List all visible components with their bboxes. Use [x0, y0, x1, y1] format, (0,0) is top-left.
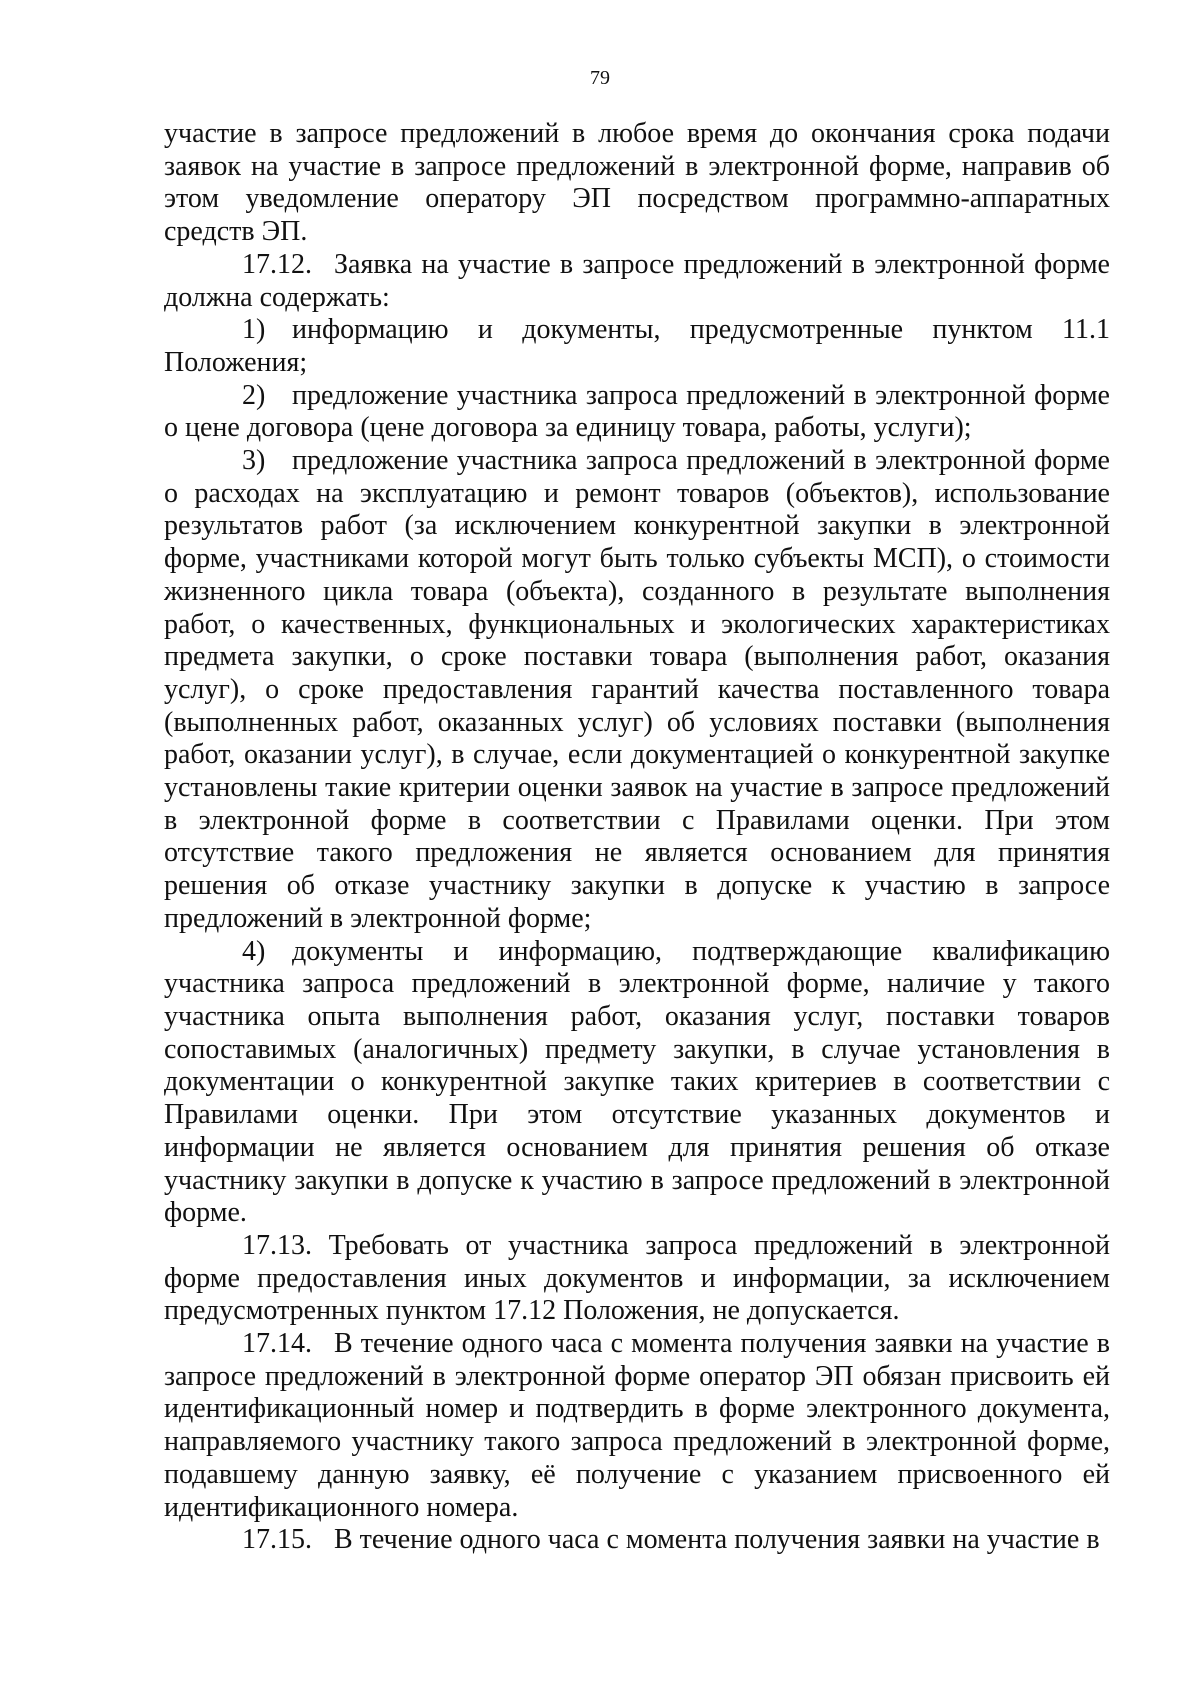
list-item-2	[164, 380, 1110, 445]
item-text: предложение участника запроса предложений в электронной форме о цене договора (цене договора за единицу товара, работы, услуги);	[164, 379, 1110, 444]
item-text: предложение участника запроса предложений в электронной форме о расходах на эксплуатацию и ремонт товаров (объектов), использование результатов работ (за исключением конкурентной закупки в электронной форме, участниками которой могут быть только субъекты МСП), о стоимости жизненного цикла товара (объекта), созданного в результате выполнения работ, о качественных, функциональных и экологических характеристиках предмета закупки, о сроке поставки товара (выполнения работ, оказания услуг), о сроке предоставления гарантий качества поставленного товара (выполненных работ, оказанных услуг) об условиях поставки (выполнения работ, оказании услуг), в случае, если документацией о конкурентной закупке установлены такие критерии оценки заявок на участие в запросе предложений в электронной форме в соответствии с Правилами оценки. При этом отсутствие такого предложения не является основанием для принятия решения об отказе участнику закупки в допуске к участию в запросе предложений в электронной форме;	[164, 445, 1110, 934]
item-text: документы и информацию, подтверждающие квалификацию участника запроса предложений в электронной форме, наличие у такого участника опыта выполнения работ, оказания услуг, поставки товаров сопоставимых (аналогичных) предмету закупки, в случае установления в документации о конкурентной закупке таких критериев в соответствии с Правилами оценки. При этом отсутствие указанных документов и информации не является основанием для принятия решения об отказе участнику закупки в допуске к участию в запросе предложений в электронной форме.	[164, 935, 1110, 1229]
list-item-4	[164, 936, 1110, 1230]
item-number: 2)	[242, 379, 266, 411]
clause-number: 17.12.	[242, 248, 312, 280]
clause-17-15	[164, 1524, 1110, 1557]
item-number: 1)	[242, 314, 266, 346]
clause-text: В течение одного часа с момента получения заявки на участие в запросе предложений в электронной форме оператор ЭП обязан присвоить ей идентификационный номер и подтвердить в форме электронного документа, направляемого участнику такого запроса предложений в электронной форме, подавшему данную заявку, её получение с указанием присвоенного ей идентификационного номера.	[164, 1328, 1110, 1523]
clause-text: Требовать от участника запроса предложений в электронной форме предоставления иных документов и информации, за исключением предусмотренных пунктом 17.12 Положения, не допускается.	[164, 1229, 1111, 1327]
item-number: 3)	[242, 445, 266, 477]
clause-17-12	[164, 249, 1110, 314]
clause-17-13	[164, 1230, 1110, 1328]
document-body	[164, 118, 1110, 1557]
paragraph-text: участие в запросе предложений в любое время до окончания срока подачи заявок на участие в запросе предложений в электронной форме, направив об этом уведомление оператору ЭП посредством программно-аппаратных средств ЭП.	[164, 118, 1110, 248]
paragraph-continuation	[164, 118, 1110, 249]
list-item-3	[164, 445, 1110, 936]
item-number: 4)	[242, 935, 266, 967]
clause-17-14	[164, 1328, 1110, 1524]
clause-number: 17.14.	[242, 1328, 312, 1360]
clause-number: 17.15.	[242, 1524, 312, 1556]
clause-text: Заявка на участие в запросе предложений в электронной форме должна содержать:	[164, 248, 1110, 313]
clause-text: В течение одного часа с момента получения заявки на участие в	[334, 1524, 1100, 1556]
page-number: 79	[590, 67, 610, 89]
list-item-1	[164, 314, 1110, 379]
clause-number: 17.13.	[242, 1229, 312, 1261]
item-text: информацию и документы, предусмотренные пунктом 11.1 Положения;	[164, 314, 1110, 378]
